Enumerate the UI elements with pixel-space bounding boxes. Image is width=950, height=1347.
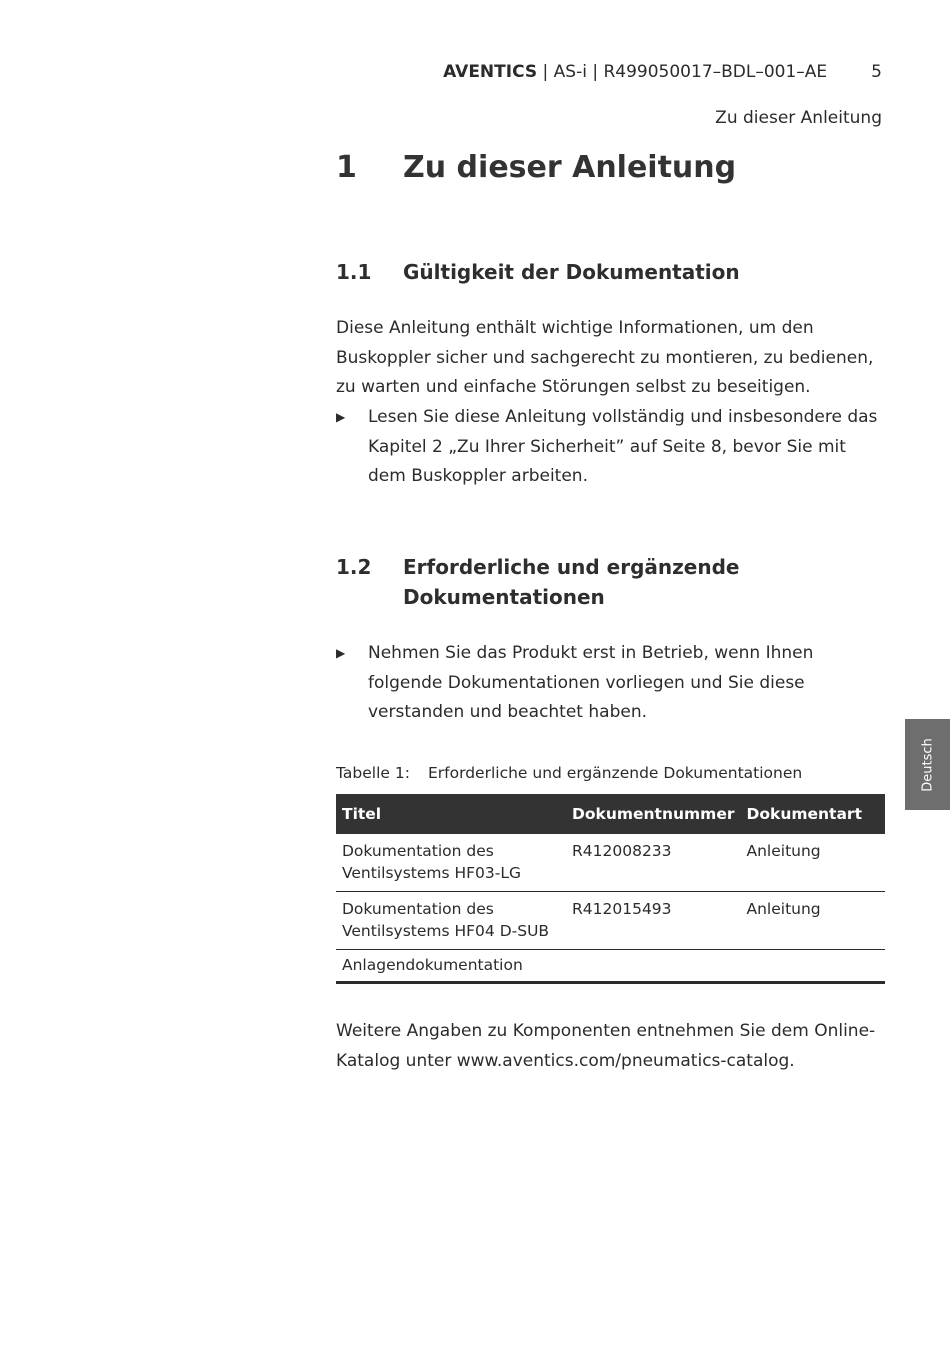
chapter-heading — [336, 150, 736, 185]
footer-paragraph: Weitere Angaben zu Komponenten entnehmen Sie dem Online-Katalog unter www.aventics.com/pneumatics-catalog. — [336, 1021, 876, 1071]
table-row — [336, 892, 885, 950]
triangle-right-icon: ▶ — [336, 410, 346, 424]
table-row — [336, 834, 885, 892]
triangle-right-icon: ▶ — [336, 646, 346, 660]
table-cell-document-type — [741, 950, 886, 983]
table-row — [336, 950, 885, 983]
running-title: Zu dieser Anleitung — [715, 108, 882, 128]
column-header-document-type: Dokumentart — [741, 794, 886, 834]
table-cell-document-number: R412015493 — [566, 892, 741, 950]
bullet-text: Lesen Sie diese Anleitung vollständig und insbesondere das Kapitel 2 „Zu Ihrer Sicherheit” auf Seite 8, bevor Sie mit dem Buskoppler arbeiten. — [368, 407, 878, 486]
chapter-title: Zu dieser Anleitung — [403, 150, 737, 185]
chapter-number: 1 — [336, 150, 357, 185]
table-cell-document-number: R412008233 — [566, 834, 741, 892]
table-header-row — [336, 794, 885, 834]
column-header-title: Titel — [336, 794, 566, 834]
table-caption-label: Tabelle 1: — [336, 764, 410, 782]
section-1-1-bullet — [336, 403, 886, 492]
page-header — [443, 62, 882, 82]
page-number: 5 — [871, 62, 882, 82]
section-title: Gültigkeit der Dokumentation — [403, 260, 740, 284]
documentation-table — [336, 794, 885, 984]
table-caption-text: Erforderliche und ergänzende Dokumentationen — [428, 764, 803, 782]
section-1-2-bullet — [336, 639, 886, 728]
section-title: Erforderliche und ergänzende Dokumentationen — [403, 555, 740, 609]
language-side-tab — [905, 719, 950, 810]
column-header-document-number: Dokumentnummer — [566, 794, 741, 834]
table-cell-title: Anlagendokumentation — [336, 950, 566, 983]
bullet-text: Nehmen Sie das Produkt erst in Betrieb, wenn Ihnen folgende Dokumentationen vorliegen und Sie diese verstanden und beachtet haben. — [368, 643, 814, 722]
table-cell-document-type: Anleitung — [741, 834, 886, 892]
document-reference: | AS-i | R499050017–BDL–001–AE — [537, 62, 828, 82]
table-cell-document-number — [566, 950, 741, 983]
section-heading-1-1 — [336, 257, 823, 287]
table-cell-document-type: Anleitung — [741, 892, 886, 950]
table-caption — [336, 764, 802, 782]
section-heading-1-2 — [336, 552, 823, 612]
section-number: 1.1 — [336, 260, 372, 284]
table-cell-title: Dokumentation des Ventilsystems HF03-LG — [336, 834, 566, 892]
table-cell-title: Dokumentation des Ventilsystems HF04 D-SUB — [336, 892, 566, 950]
section-1-1-paragraph: Diese Anleitung enthält wichtige Informationen, um den Buskoppler sicher und sachgerecht zu montieren, zu bedienen, zu warten und einfache Störungen selbst zu beseitigen. — [336, 318, 874, 397]
section-number: 1.2 — [336, 555, 372, 579]
brand-name: AVENTICS — [443, 62, 538, 82]
language-tab-label: Deutsch — [920, 737, 935, 792]
